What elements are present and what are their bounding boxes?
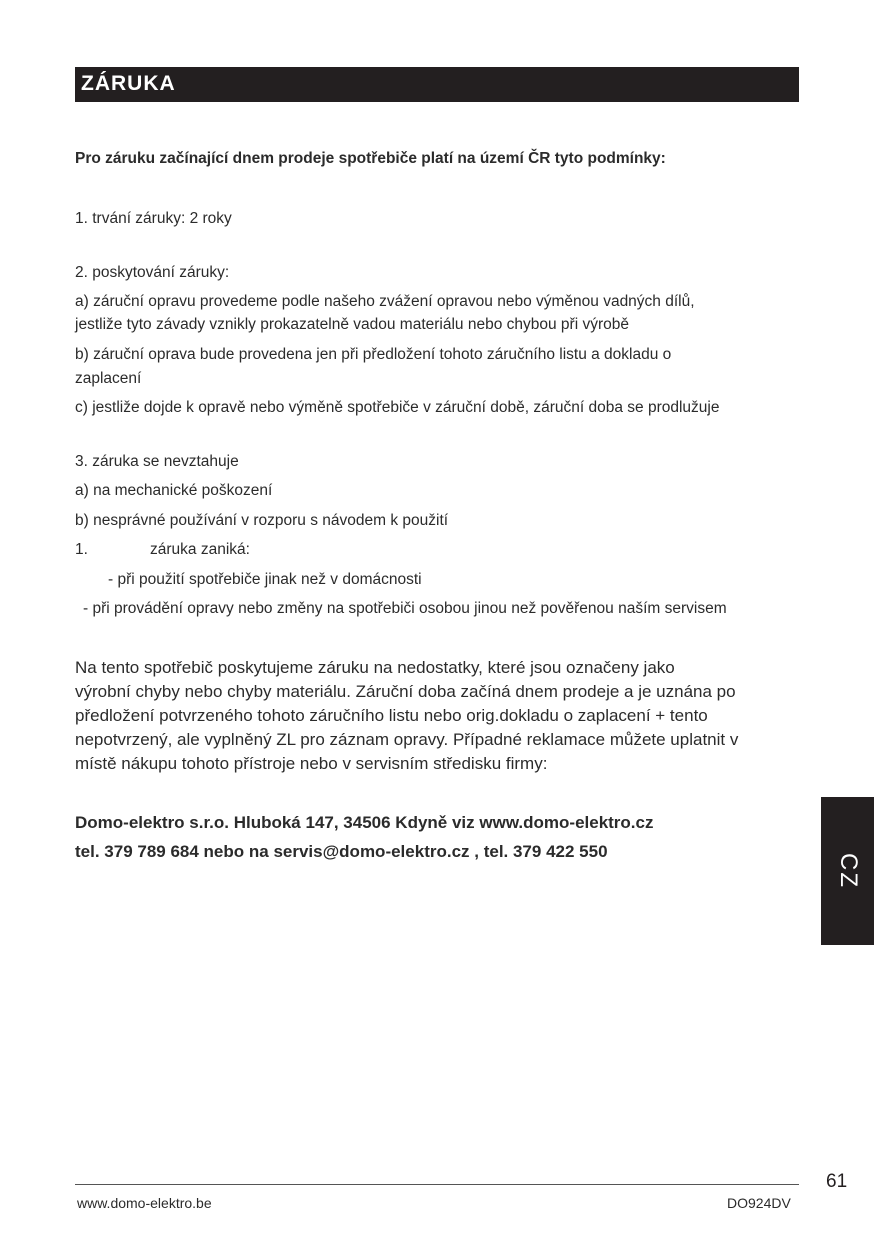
intro-text: Pro záruku začínající dnem prodeje spotřebiče platí na území ČR tyto podmínky:: [75, 150, 666, 167]
paragraph-line5: místě nákupu tohoto přístroje nebo v servisním středisku firmy:: [75, 754, 548, 773]
section3-heading: 3. záruka se nevztahuje: [75, 453, 239, 470]
page-number: 61: [826, 1171, 848, 1192]
paragraph-line2: výrobní chyby nebo chyby materiálu. Záruční doba začíná dnem prodeje a je uznána po: [75, 682, 736, 701]
language-tab: [821, 797, 874, 945]
section4-number: 1.: [75, 541, 88, 558]
warranty-duration: 1. trvání záruky: 2 roky: [75, 210, 232, 227]
paragraph-line4: nepotvrzený, ale vyplněný ZL pro záznam opravy. Případné reklamace můžete uplatnit v: [75, 730, 739, 749]
section3-a: a) na mechanické poškození: [75, 482, 273, 499]
language-tab-label: CZ: [834, 853, 862, 889]
contact-line2: tel. 379 789 684 nebo na servis@domo-elektro.cz , tel. 379 422 550: [75, 842, 608, 861]
footer-divider: [75, 1184, 799, 1185]
section2-a-line1: a) záruční opravu provedeme podle našeho zvážení opravou nebo výměnou vadných dílů,: [75, 293, 695, 310]
paragraph-line3: předložení potvrzeného tohoto záručního listu nebo orig.dokladu o zaplacení + tento: [75, 706, 708, 725]
section-header-bar: [75, 67, 799, 102]
section2-a-line2: jestliže tyto závady vznikly prokazatelně vadou materiálu nebo chybou při výrobě: [75, 316, 629, 333]
footer-website: www.domo-elektro.be: [77, 1195, 212, 1211]
section4-dash1: - při použití spotřebiče jinak než v domácnosti: [108, 571, 422, 588]
section4-dash2: - při provádění opravy nebo změny na spotřebiči osobou jinou než pověřenou naším servisem: [83, 600, 727, 617]
section-title: ZÁRUKA: [81, 72, 176, 95]
contact-line1: Domo-elektro s.r.o. Hluboká 147, 34506 Kdyně viz www.domo-elektro.cz: [75, 813, 654, 832]
paragraph-line1: Na tento spotřebič poskytujeme záruku na nedostatky, které jsou označeny jako: [75, 658, 675, 677]
section2-heading: 2. poskytování záruky:: [75, 264, 230, 281]
footer-model: DO924DV: [727, 1195, 791, 1211]
section2-b-line2: zaplacení: [75, 370, 142, 387]
section2-b-line1: b) záruční oprava bude provedena jen při předložení tohoto záručního listu a dokladu o: [75, 346, 672, 363]
section4-heading: záruka zaniká:: [150, 541, 250, 558]
section2-c-line1: c) jestliže dojde k opravě nebo výměně spotřebiče v záruční době, záruční doba se prodlužuje: [75, 399, 720, 416]
section3-b: b) nesprávné používání v rozporu s návodem k použití: [75, 512, 449, 529]
section4-heading-row: [75, 539, 250, 561]
